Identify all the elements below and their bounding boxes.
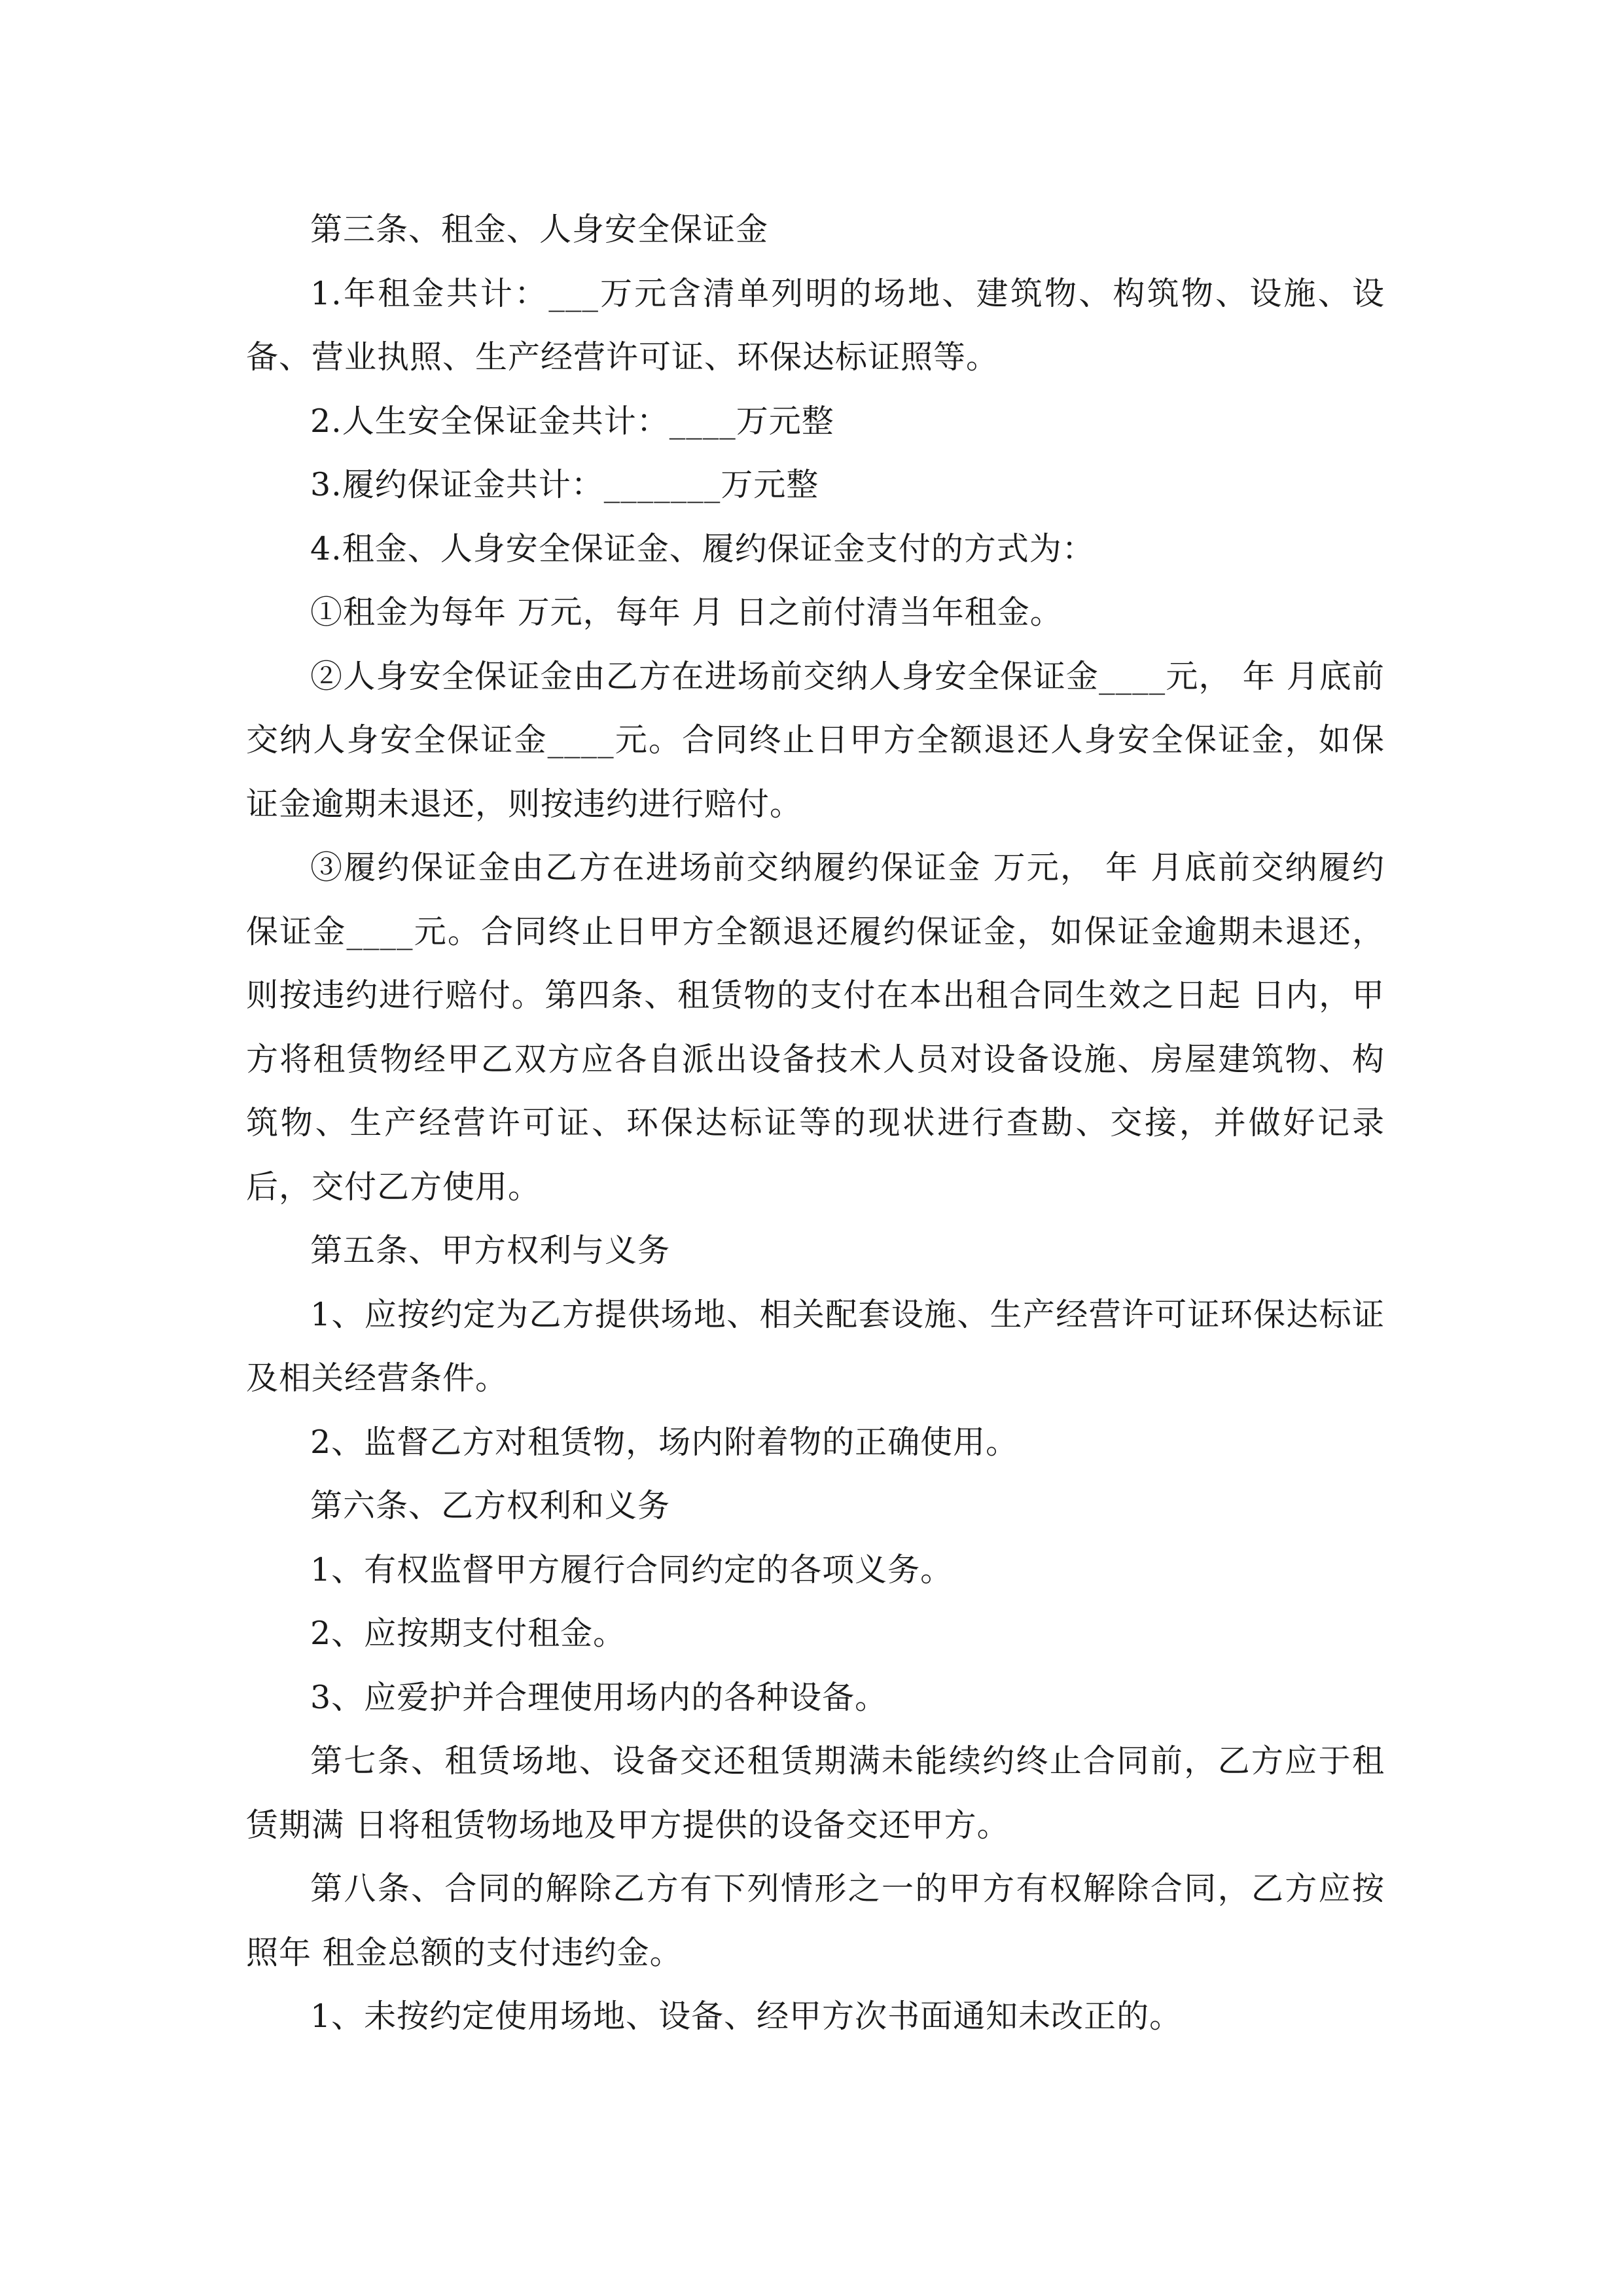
- paragraph-payment-method: 4.租金、人身安全保证金、履约保证金支付的方式为：: [310, 529, 1095, 567]
- paragraph-section-8: 第八条、合同的解除乙方有下列情形之一的甲方有权解除合同，乙方应按照年 租金总额的支付违约金。: [246, 1870, 1385, 1971]
- paragraph-safety-deposit-total: 2.人生安全保证金共计：____万元整: [310, 402, 834, 440]
- paragraph-party-b-duty-3: 3、应爱护并合理使用场内的各种设备。: [310, 1678, 888, 1716]
- contract-text: [246, 198, 1385, 2049]
- section-heading-3: 第三条、租金、人身安全保证金: [310, 211, 769, 248]
- paragraph-termination-case-1: 1、未按约定使用场地、设备、经甲方次书面通知未改正的。: [310, 1998, 1183, 2035]
- section-heading-6: 第六条、乙方权利和义务: [310, 1487, 671, 1524]
- paragraph-party-a-duty-1: 1、应按约定为乙方提供场地、相关配套设施、生产经营许可证环保达标证及相关经营条件。: [246, 1295, 1385, 1397]
- paragraph-section-7: 第七条、租赁场地、设备交还租赁期满未能续约终止合同前，乙方应于租赁期满 日将租赁物场地及甲方提供的设备交还甲方。: [246, 1742, 1385, 1844]
- paragraph-party-a-duty-2: 2、监督乙方对租赁物，场内附着物的正确使用。: [310, 1423, 1019, 1461]
- paragraph-rent-payment: ①租金为每年 万元，每年 月 日之前付清当年租金。: [310, 594, 1063, 631]
- section-heading-5: 第五条、甲方权利与义务: [310, 1232, 671, 1269]
- paragraph-party-b-right-1: 1、有权监督甲方履行合同约定的各项义务。: [310, 1551, 954, 1588]
- paragraph-party-b-duty-2: 2、应按期支付租金。: [310, 1615, 626, 1652]
- paragraph-safety-deposit-payment: ②人身安全保证金由乙方在进场前交纳人身安全保证金____元， 年 月底前交纳人身安全保证金____元。合同终止日甲方全额退还人身安全保证金，如保证金逾期未退还，则按违约进行赔付。: [246, 657, 1385, 823]
- paragraph-performance-deposit-total: 3.履约保证金共计：_______万元整: [310, 466, 819, 503]
- paragraph-annual-rent: 1.年租金共计：___万元含清单列明的场地、建筑物、构筑物、设施、设备、营业执照、生产经营许可证、环保达标证照等。: [246, 274, 1385, 376]
- paragraph-performance-deposit-payment: ③履约保证金由乙方在进场前交纳履约保证金 万元， 年 月底前交纳履约保证金____元。合同终止日甲方全额退还履约保证金，如保证金逾期未退还，则按违约进行赔付。第四条、租赁物的支付在本出租合同生效之日起 日内，甲方将租赁物经甲乙双方应各自派出设备技术人员对设备设施、房屋建筑物、构筑物、生产经营许可证、环保达标证等的现状进行查勘、交接，并做好记录后，交付乙方使用。: [246, 849, 1385, 1206]
